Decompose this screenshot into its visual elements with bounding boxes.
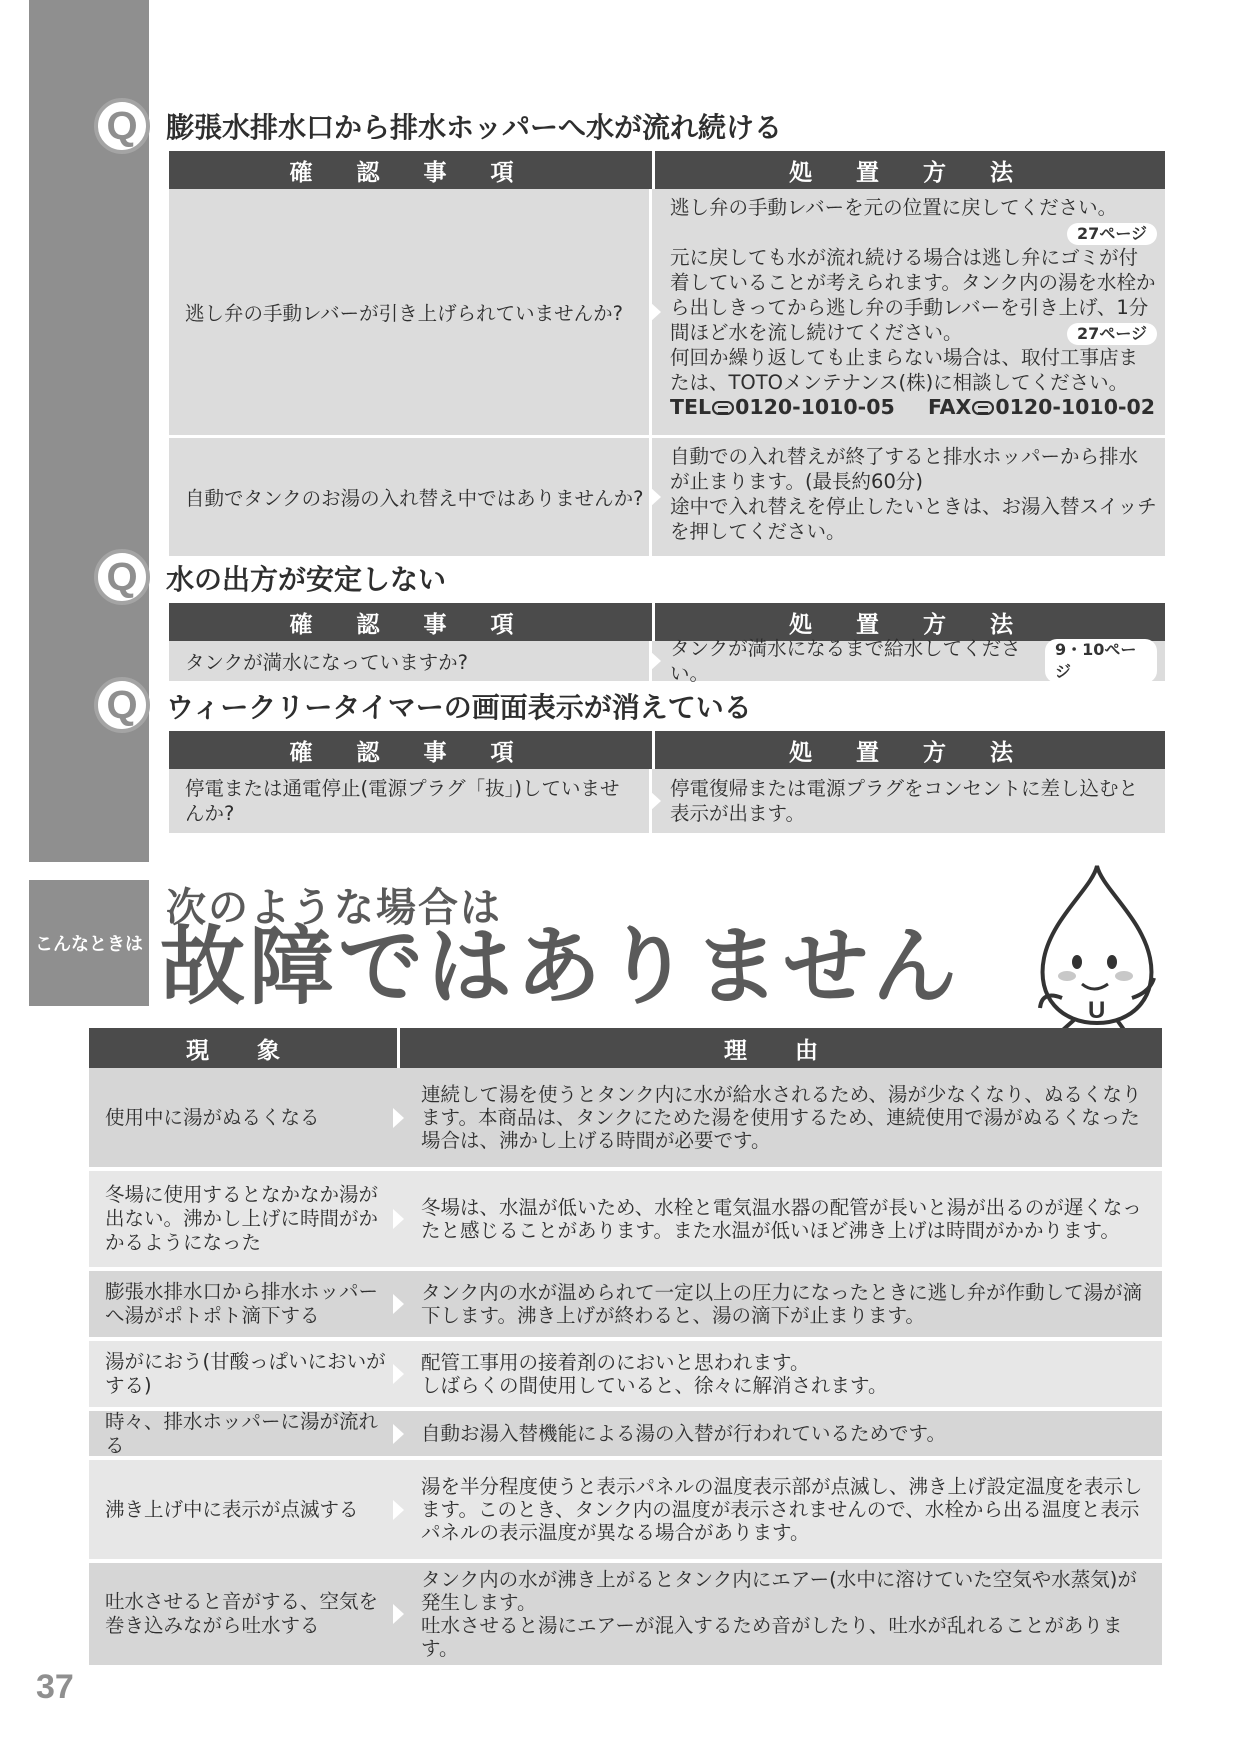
arrow-icon: [393, 1209, 404, 1229]
table-row: [89, 1171, 1162, 1271]
table-header: [169, 151, 1165, 189]
mascot-letter: U: [1088, 997, 1106, 1024]
q-badge: Q: [94, 98, 150, 154]
check-item: 停電または通電停止(電源プラグ「抜」)していませんか?: [169, 769, 652, 833]
freedial-icon: [712, 401, 734, 415]
header-action: 処 置 方 法: [788, 159, 1032, 186]
page-ref: 27ページ: [1067, 323, 1157, 345]
check-item: 自動でタンクのお湯の入れ替え中ではありませんか?: [169, 438, 652, 556]
freedial-icon: [972, 401, 994, 415]
action-cell: [652, 189, 1165, 435]
arrow-icon: [650, 791, 661, 811]
reason-cell: タンク内の水が沸き上がるとタンク内にエアー(水中に溶けていた空気や水蒸気)が発生します。 吐水させると湯にエアーが混入するため音がしたり、吐水が乱れることがあります。: [421, 1568, 1137, 1660]
q-badge: Q: [94, 677, 150, 733]
arrow-icon: [393, 1604, 404, 1624]
action-text: 途中で入れ替えを停止したいときは、お湯入替スイッチを押してください。: [670, 495, 1157, 543]
check-item: タンクが満水になっていますか?: [169, 641, 652, 681]
section-title: 水の出方が安定しない: [166, 563, 447, 596]
reason-cell: タンク内の水が温められて一定以上の圧力になったときに逃し弁が作動して湯が滴下します。沸き上げが終わると、湯の滴下が止まります。: [421, 1281, 1143, 1327]
section-title: 膨張水排水口から排水ホッパーへ水が流れ続ける: [166, 111, 783, 144]
header-symptom: 現 象: [89, 1028, 400, 1068]
header-action: 処 置 方 法: [788, 611, 1032, 638]
check-item: 逃し弁の手動レバーが引き上げられていませんか?: [169, 189, 652, 435]
fax-label: FAX: [928, 395, 972, 419]
arrow-icon: [393, 1364, 404, 1384]
symptom-cell: 冬場に使用するとなかなか湯が出ない。沸かし上げに時間がかかるようになった: [105, 1183, 379, 1254]
action-text: タンクが満水になるまで給水してください。: [670, 637, 1021, 685]
subheading: 次のような場合は: [166, 885, 502, 931]
header-reason: 理 由: [723, 1037, 838, 1064]
reason-cell: 冬場は、水温が低いため、水栓と電気温水器の配管が長いと湯が出るのが遅くなったと感じることがあります。また水温が低いほど沸き上げは時間がかかります。: [421, 1196, 1142, 1242]
table-row: [89, 1411, 1162, 1460]
section-title: ウィークリータイマーの画面表示が消えている: [166, 691, 752, 724]
table-row: [89, 1271, 1162, 1341]
arrow-icon: [393, 1424, 404, 1444]
arrow-icon: [650, 302, 661, 322]
reason-cell: 連続して湯を使うとタンク内に水が給水されるため、湯が少なくなり、ぬるくなります。本商品は、タンクにためた湯を使用するため、連続使用で湯がぬるくなった場合は、沸かし上げる時間が必要です。: [421, 1083, 1142, 1152]
table-row: [89, 1563, 1162, 1669]
header-check: 確 認 事 項: [169, 731, 655, 769]
fax-number: 0120-1010-02: [995, 395, 1155, 419]
symptom-cell: 吐水させると音がする、空気を巻き込みながら吐水する: [105, 1590, 379, 1637]
reason-cell: 配管工事用の接着剤のにおいと思われます。 しばらくの間使用していると、徐々に解消されます。: [421, 1351, 888, 1397]
symptom-cell: 湯がにおう(甘酸っぱいにおいがする): [105, 1350, 386, 1397]
page-ref: 9・10ページ: [1045, 639, 1157, 683]
table-row: [169, 637, 1165, 685]
header-check: 確 認 事 項: [169, 603, 655, 641]
troubleshoot-table: [169, 731, 1165, 836]
table-row: [169, 769, 1165, 836]
reason-cell: 湯を半分程度使うと表示パネルの温度表示部が点滅し、沸き上げ設定温度を表示します。このとき、タンク内の温度が表示されませんので、水栓から出る温度と表示パネルの表示温度が異なる場合があります。: [421, 1475, 1143, 1544]
header-check: 確 認 事 項: [169, 151, 655, 189]
action-text: 元に戻しても水が流れ続ける場合は逃し弁にゴミが付着していることが考えられます。タンク内の湯を水栓から出しきってから逃し弁の手動レバーを引き上げ、1分間ほど水を流し続けてください。: [670, 246, 1156, 344]
table-row: [89, 1068, 1162, 1171]
symptom-cell: 使用中に湯がぬるくなる: [105, 1105, 320, 1129]
symptom-cell: 膨張水排水口から排水ホッパーへ湯がポトポト滴下する: [105, 1280, 379, 1327]
tel-label: TEL: [670, 395, 712, 419]
page-heading: 故障ではありません: [160, 918, 962, 1017]
arrow-icon: [393, 1500, 404, 1520]
not-malfunction-table: [89, 1028, 1162, 1669]
page-number: 37: [36, 1668, 74, 1706]
table-header: [89, 1028, 1162, 1068]
action-text: 逃し弁の手動レバーを元の位置に戻してください。: [670, 196, 1118, 219]
action-text: 自動での入れ替えが終了すると排水ホッパーから排水が止まります。(最長約60分): [670, 445, 1139, 493]
troubleshoot-table: [169, 151, 1165, 559]
action-cell: [652, 637, 1165, 685]
troubleshoot-table: [169, 603, 1165, 684]
table-row: [89, 1460, 1162, 1563]
action-text: 停電復帰または電源プラグをコンセントに差し込むと表示が出ます。: [670, 777, 1139, 825]
action-text: 何回か繰り返しても止まらない場合は、取付工事店または、TOTOメンテナンス(株)に相談してください。: [670, 346, 1139, 394]
table-row: [169, 189, 1165, 438]
arrow-icon: [393, 1294, 404, 1314]
contact-line: [670, 395, 1157, 420]
arrow-icon: [393, 1108, 404, 1128]
arrow-icon: [650, 651, 661, 671]
page-ref: 27ページ: [1067, 223, 1157, 245]
table-header: [169, 731, 1165, 769]
section-label: こんなときは: [29, 880, 149, 1006]
arrow-icon: [650, 487, 661, 507]
action-cell: [652, 769, 1165, 833]
reason-cell: 自動お湯入替機能による湯の入替が行われているためです。: [421, 1422, 946, 1445]
q-badge: Q: [94, 549, 150, 605]
symptom-cell: 沸き上げ中に表示が点滅する: [105, 1497, 359, 1521]
header-action: 処 置 方 法: [788, 739, 1032, 766]
symptom-cell: 時々、排水ホッパーに湯が流れる: [105, 1409, 379, 1457]
tel-number: 0120-1010-05: [735, 395, 895, 419]
table-row: [169, 438, 1165, 559]
action-cell: [652, 438, 1165, 556]
table-row: [89, 1341, 1162, 1411]
